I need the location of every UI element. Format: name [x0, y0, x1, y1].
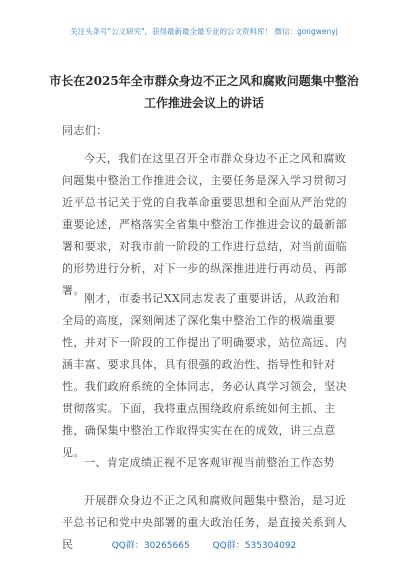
- footer-qq-group-1: QQ群：30265665: [111, 541, 190, 551]
- paragraph-1: 今天，我们在这里召开全市群众身边不正之风和腐败问题集中整治工作推进会议，主要任务是深入学习贯彻习近平总书记关于党的自我革命重要思想和全面从严治党的重要论述，严格落实全省集中整治工作推进会议的最新部署和要求，对我市前一阶段的工作进行总结，对当前面临的形势进行分析，对下一步的纵深推进进行再动员、再部署。: [62, 152, 347, 297]
- document-title-line-1: 市长在2025年全市群众身边不正之风和腐败问题集中整治: [49, 74, 359, 88]
- salutation: 同志们：: [62, 124, 108, 137]
- document-title-line-2: 工作推进会议上的讲话: [143, 96, 264, 110]
- paragraph-2: 刚才，市委书记XX同志发表了重要讲话，从政治和全局的高度，深刻阐述了深化集中整治工作的极端重要性，并对下一阶段的工作提出了明确要求，站位高远、内涵丰富、要求具体，具有很强的政治性、指导性和针对性。我们政府系统的全体同志，务必认真学习领会，坚决贯彻落实。下面，我将重点围绕政府系统如何主抓、主推，确保集中整治工作取得实实在在的成效，讲三点意见。: [62, 292, 347, 459]
- document-title: [40, 70, 368, 114]
- footer-contact: [0, 538, 408, 551]
- footer-qq-group-2: QQ群：535304092: [212, 541, 297, 551]
- section-1-heading: 一、肯定成绩正视不足客观审视当前整治工作态势: [84, 456, 335, 469]
- header-promo-note: 关注头条号"公文研究"，获得最新最全最专业的公文资料库！ 微信：gongwenyj: [70, 27, 338, 36]
- paragraph-3: 开展群众身边不正之风和腐败问题集中整治，是习近平总书记和党中央部署的重大政治任务，是直接关系到人民: [62, 494, 347, 551]
